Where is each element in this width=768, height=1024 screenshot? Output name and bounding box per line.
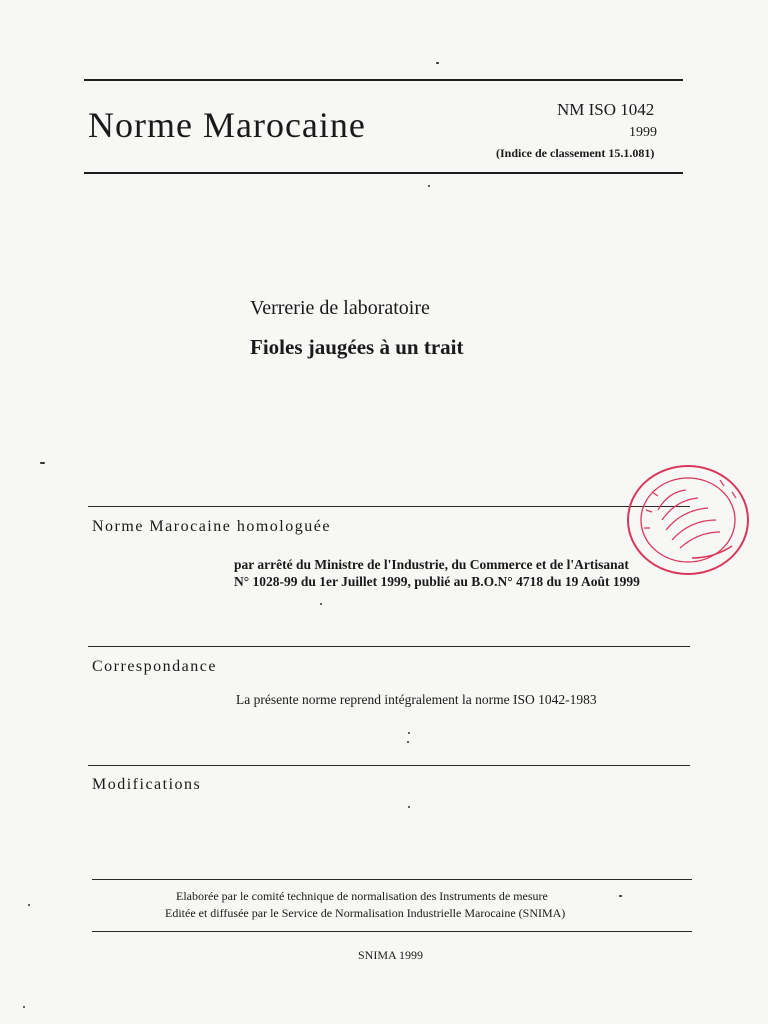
document-subtitle: Verrerie de laboratoire: [250, 297, 430, 319]
scan-speck: [619, 895, 622, 897]
scan-speck: [408, 806, 410, 808]
correspondance-heading: Correspondance: [92, 658, 217, 675]
scan-speck: [40, 462, 45, 464]
footer-bottom-rule: [92, 931, 692, 932]
scan-speck: [408, 732, 410, 734]
correspondance-rule: [88, 646, 690, 647]
scan-speck: [407, 741, 409, 743]
standard-number: NM ISO 1042: [557, 100, 655, 119]
standard-year: 1999: [629, 125, 657, 140]
scan-speck: [320, 603, 322, 605]
homologation-publication-line: [234, 574, 640, 590]
homologation-rule: [88, 506, 690, 507]
scan-speck: [428, 185, 430, 187]
scan-speck: [436, 62, 439, 64]
footer-committee-line: Elaborée par le comité technique de normalisation des Instruments de mesure: [176, 889, 548, 903]
scan-speck: [23, 1006, 25, 1008]
footer-copyright: SNIMA 1999: [358, 948, 424, 962]
footer-publisher-line: Editée et diffusée par le Service de Normalisation Industrielle Marocaine (SNIMA): [165, 906, 566, 920]
homologation-heading: Norme Marocaine homologuée: [92, 518, 331, 535]
correspondance-text: La présente norme reprend intégralement la norme ISO 1042-1983: [236, 692, 597, 707]
classification-index: (Indice de classement 15.1.081): [496, 146, 655, 160]
modifications-heading: Modifications: [92, 776, 202, 793]
brand-title: Norme Marocaine: [88, 105, 366, 145]
modifications-rule: [88, 765, 690, 766]
publication-text: N° 1028-99 du 1er Juillet 1999, publié au B.O.N° 4718 du 19 Août 1999: [234, 574, 640, 589]
document-title: Fioles jaugées à un trait: [250, 335, 464, 359]
header-bottom-rule: [84, 172, 683, 174]
official-stamp-icon: [624, 462, 754, 580]
header-top-rule: [84, 79, 683, 81]
scan-speck: [28, 904, 30, 906]
footer-top-rule: [92, 879, 692, 880]
homologation-decree-line: par arrêté du Ministre de l'Industrie, du Commerce et de l'Artisanat: [234, 557, 629, 572]
